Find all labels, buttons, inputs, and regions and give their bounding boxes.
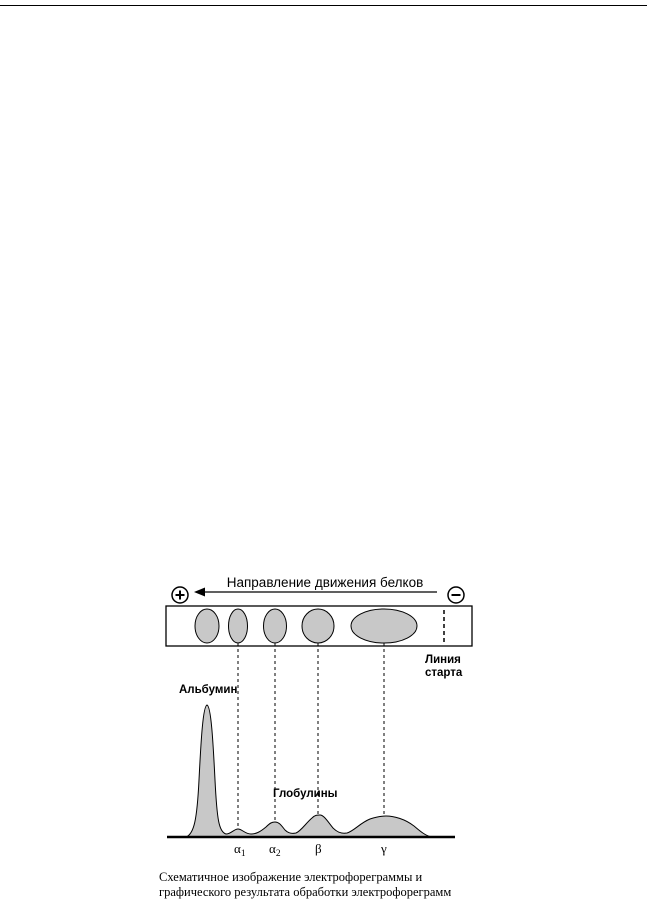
band-alpha1 (229, 609, 248, 643)
projection-lines (238, 643, 384, 832)
figure-caption (159, 870, 579, 900)
fraction-alpha2-subscript: 2 (275, 849, 281, 859)
cathode-minus-icon (448, 587, 464, 603)
direction-label: Направление движения белков (226, 575, 424, 590)
fraction-label-alpha2 (269, 841, 281, 859)
fraction-alpha1-subscript: 1 (240, 849, 246, 859)
fraction-beta-symbol: β (315, 841, 322, 856)
band-alpha2 (264, 609, 287, 643)
fraction-gamma-symbol: γ (381, 841, 387, 856)
fraction-label-beta (315, 841, 322, 856)
densitogram-curve (186, 705, 432, 837)
albumin-label: Альбумин (179, 684, 238, 696)
start-line-label-line2: старта (425, 667, 463, 679)
start-line-label-line1: Линия (425, 654, 461, 666)
fraction-alpha2-symbol: α (269, 841, 276, 856)
band-beta (302, 609, 334, 643)
band-albumin (195, 609, 219, 643)
caption-line-1: Схематичное изображение электрофореграммы и (159, 870, 423, 884)
fraction-label-gamma (380, 841, 387, 856)
start-line-label (425, 654, 464, 679)
caption-line-2: графического результата обработки электрофореграмм (159, 885, 452, 899)
anode-plus-icon (172, 587, 188, 603)
fraction-alpha1-symbol: α (234, 841, 241, 856)
fraction-label-alpha1 (234, 841, 246, 859)
band-gamma (351, 609, 417, 643)
globulins-label: Глобулины (273, 788, 338, 800)
